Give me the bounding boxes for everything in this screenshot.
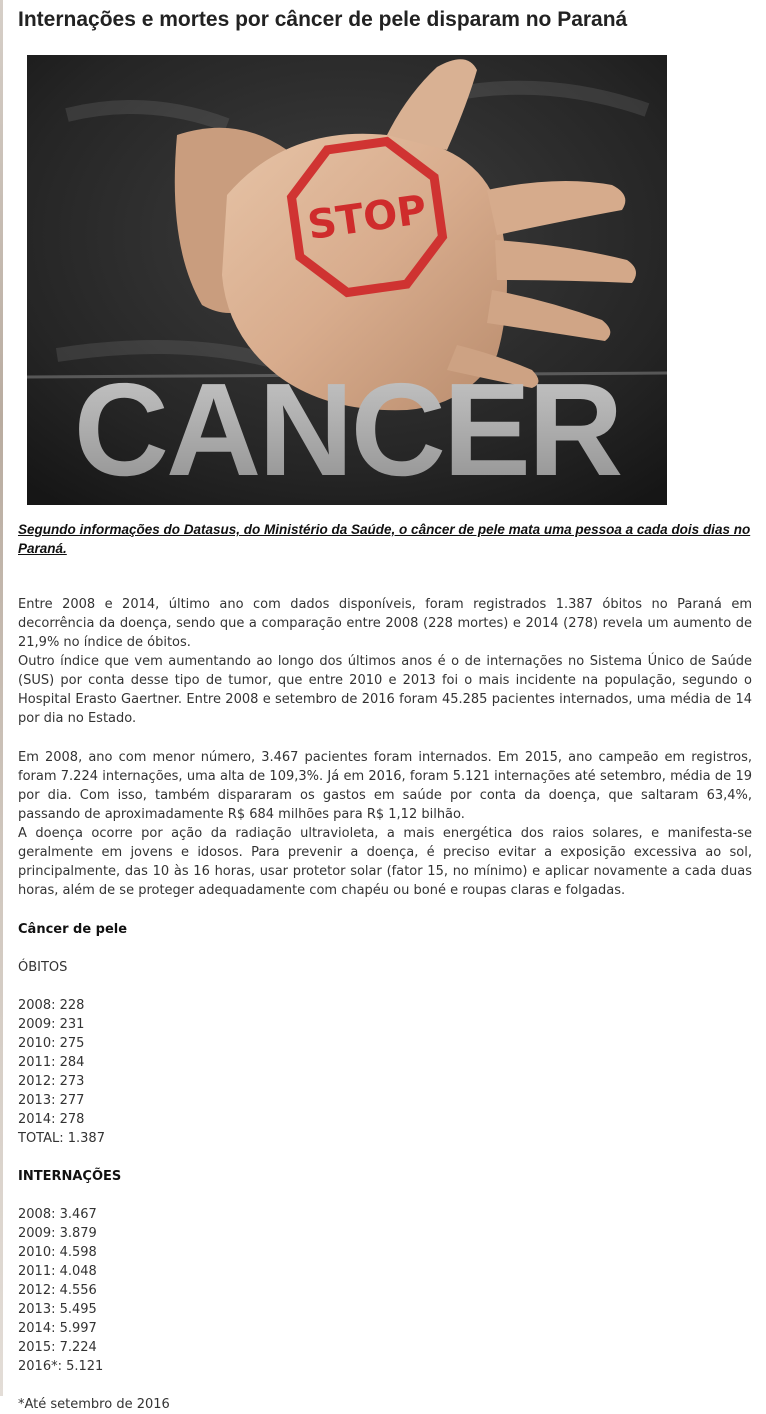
hospitalizations-item: 2009: 3.879 (18, 1226, 97, 1241)
paragraph-2: Outro índice que vem aumentando ao longo dos últimos anos é o de internações no Sistema Único de Saúde (SUS) por conta desse tipo de tumor, que entre 2010 e 2013 foi o mais incidente na população, segundo o Hospital Erasto Gaertner. Entre 2008 e setembro de 2016 foram 45.285 pacientes internados, uma média de 14 por dia no Estado. (18, 654, 752, 726)
stop-sign-text: STOP (304, 186, 430, 250)
hospitalizations-item: 2013: 5.495 (18, 1302, 97, 1317)
paragraph-1: Entre 2008 e 2014, último ano com dados disponíveis, foram registrados 1.387 óbitos no Paraná em decorrência da doença, sendo que a comparação entre 2008 (228 mortes) e 2014 (278) revela um aumento de 21,9% no índice de óbitos. (18, 597, 752, 650)
deaths-heading: ÓBITOS (18, 960, 68, 975)
article-title: Internações e mortes por câncer de pele disparam no Paraná (18, 8, 628, 31)
cancer-banner-text: CANCER (73, 356, 621, 503)
hospitalizations-heading: INTERNAÇÕES (18, 1169, 122, 1184)
deaths-item: 2013: 277 (18, 1093, 85, 1108)
article-hero-image (27, 55, 667, 505)
paragraph-3: Em 2008, ano com menor número, 3.467 pacientes foram internados. Em 2015, ano campeão em registros, foram 7.224 internações, uma alta de 109,3%. Já em 2016, foram 5.121 internações até setembro, média de 19 por dia. Com isso, também dispararam os gastos em saúde por conta da doença, que saltaram 63,4%, passando de aproximadamente R$ 684 milhões para R$ 1,12 bilhão. (18, 750, 752, 822)
stats-title: Câncer de pele (18, 922, 128, 937)
hospitalizations-item: 2011: 4.048 (18, 1264, 97, 1279)
hospitalizations-item: 2010: 4.598 (18, 1245, 97, 1260)
deaths-item: 2011: 284 (18, 1055, 85, 1070)
deaths-item: 2014: 278 (18, 1112, 85, 1127)
hospitalizations-list (18, 1205, 752, 1376)
hospitalizations-item: 2008: 3.467 (18, 1207, 97, 1222)
hospitalizations-item: 2012: 4.556 (18, 1283, 97, 1298)
page-left-border (0, 0, 3, 1396)
deaths-item: 2012: 273 (18, 1074, 85, 1089)
hospitalizations-item: 2016*: 5.121 (18, 1359, 104, 1374)
deaths-item: 2010: 275 (18, 1036, 85, 1051)
footnote: *Até setembro de 2016 (18, 1397, 170, 1412)
deaths-list (18, 996, 752, 1148)
hospitalizations-item: 2015: 7.224 (18, 1340, 97, 1355)
deaths-total: TOTAL: 1.387 (18, 1131, 105, 1146)
deaths-item: 2008: 228 (18, 998, 85, 1013)
deaths-item: 2009: 231 (18, 1017, 85, 1032)
article (18, 0, 752, 1412)
article-lead: Segundo informações do Datasus, do Ministério da Saúde, o câncer de pele mata uma pessoa a cada dois dias no Paraná. (18, 522, 751, 556)
hospitalizations-item: 2014: 5.997 (18, 1321, 97, 1336)
article-body (18, 520, 752, 1414)
paragraph-4: A doença ocorre por ação da radiação ultravioleta, a mais energética dos raios solares, e manifesta-se geralmente em jovens e idosos. Para prevenir a doença, é preciso evitar a exposição excessiva ao sol, principalmente, das 10 às 16 horas, usar protetor solar (fator 15, no mínimo) e aplicar novamente a cada duas horas, além de se proteger adequadamente com chapéu ou boné e roupas claras e folgadas. (18, 826, 752, 898)
